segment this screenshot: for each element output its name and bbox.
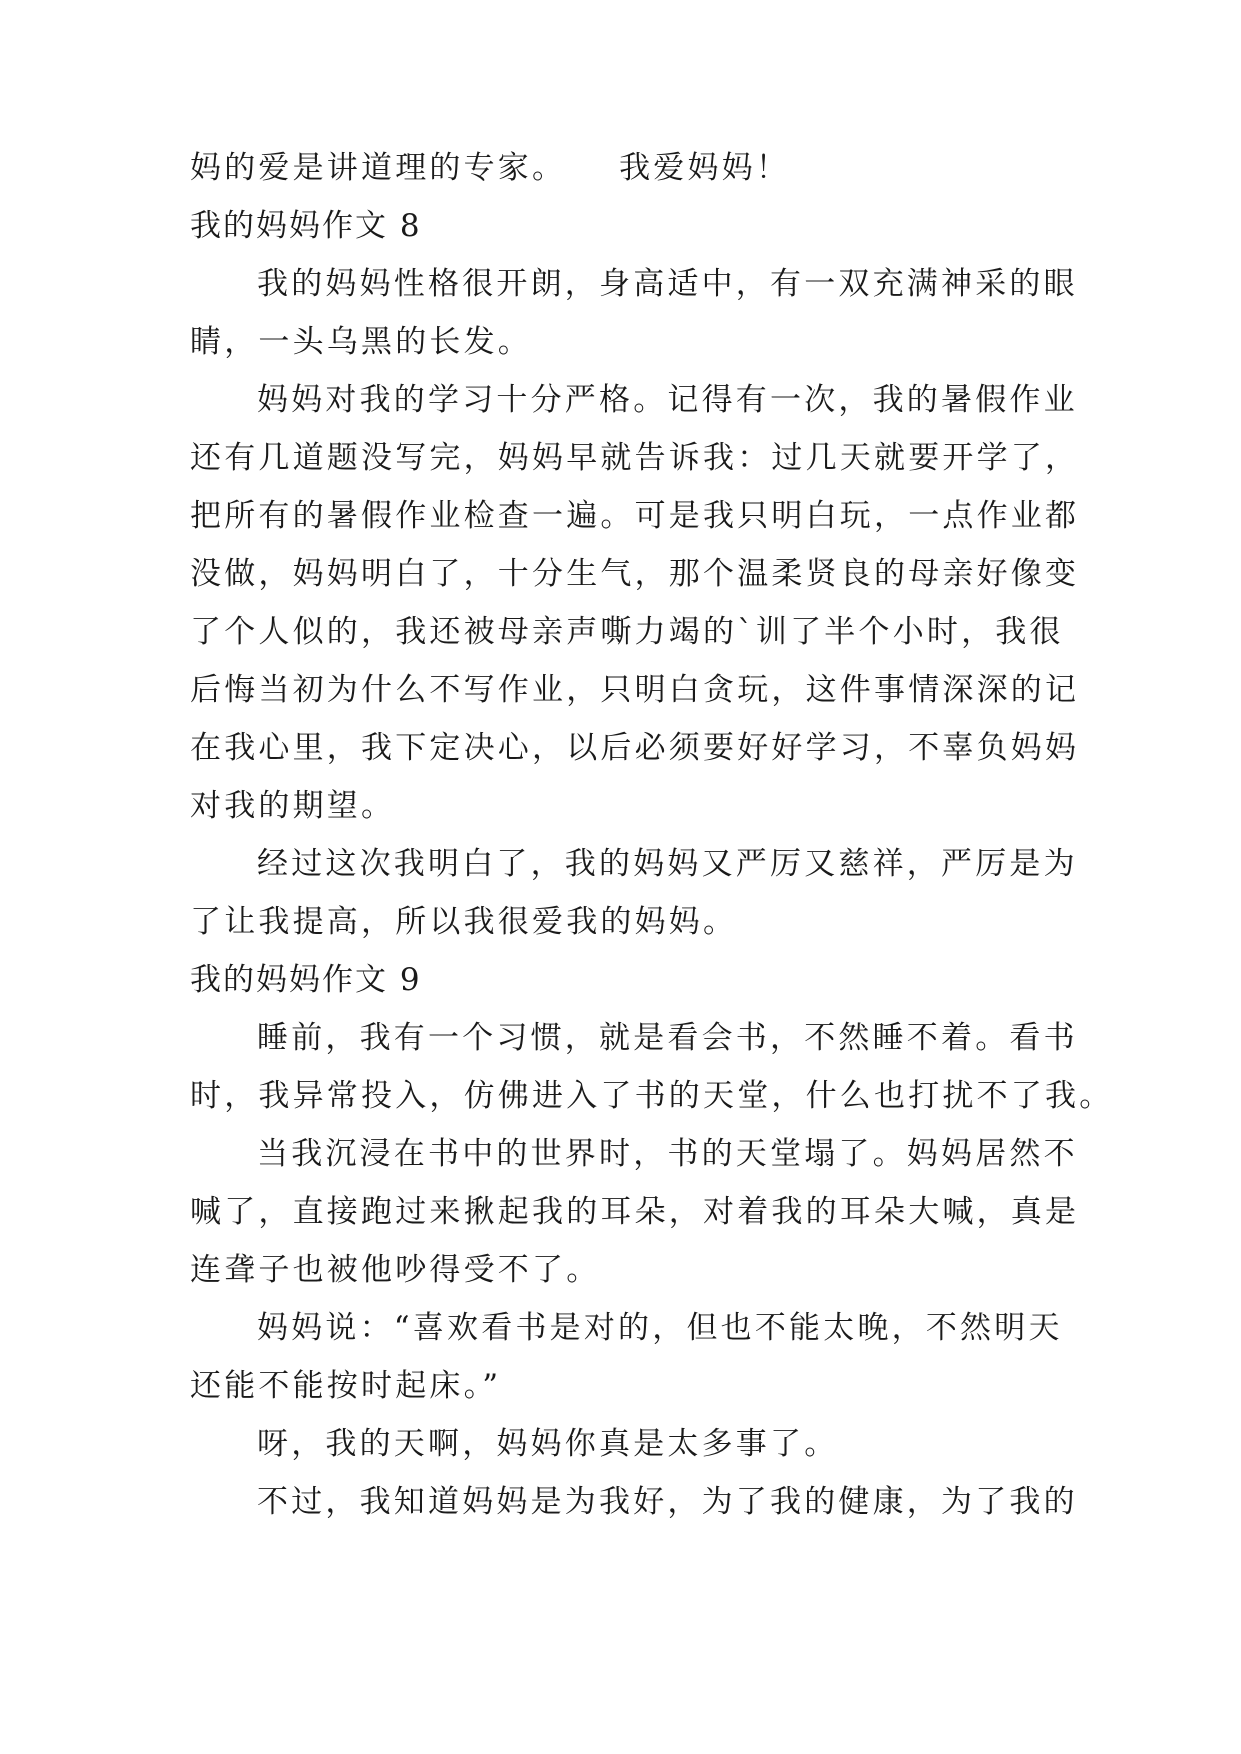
paragraph-line: 我的妈妈性格很开朗，身高适中，有一双充满神采的眼 [257, 266, 1078, 302]
paragraph-line: 喊了，直接跑过来揪起我的耳朵，对着我的耳朵大喊，真是 [190, 1194, 1080, 1230]
paragraph-line: 不过，我知道妈妈是为我好，为了我的健康，为了我的 [257, 1484, 1078, 1520]
paragraph-line: 后悔当初为什么不写作业，只明白贪玩，这件事情深深的记 [190, 672, 1080, 708]
paragraph-line: 对我的期望。 [190, 788, 396, 824]
paragraph-line: 时，我异常投入，仿佛进入了书的天堂，什么也打扰不了我。 [190, 1078, 1114, 1114]
text-line: 妈的爱是讲道理的专家。 我爱妈妈！ [190, 150, 791, 186]
paragraph-line: 了个人似的，我还被母亲声嘶力竭的`训了半个小时，我很 [190, 614, 1064, 650]
paragraph-line: 了让我提高，所以我很爱我的妈妈。 [190, 904, 738, 940]
paragraph-line: 当我沉浸在书中的世界时，书的天堂塌了。妈妈居然不 [257, 1136, 1078, 1172]
paragraph-line: 睡前，我有一个习惯，就是看会书，不然睡不着。看书 [257, 1020, 1078, 1056]
paragraph-line: 妈妈说：“喜欢看书是对的，但也不能太晚，不然明天 [257, 1310, 1063, 1346]
paragraph-line: 连聋子也被他吵得受不了。 [190, 1252, 601, 1288]
paragraph-line: 在我心里，我下定决心，以后必须要好好学习，不辜负妈妈 [190, 730, 1080, 766]
section-heading: 我的妈妈作文 9 [190, 962, 422, 998]
paragraph-line: 把所有的暑假作业检查一遍。可是我只明白玩，一点作业都 [190, 498, 1080, 534]
paragraph-line: 睛，一头乌黑的长发。 [190, 324, 532, 360]
section-heading: 我的妈妈作文 8 [190, 208, 422, 244]
paragraph-line: 经过这次我明白了，我的妈妈又严厉又慈祥，严厉是为 [257, 846, 1078, 882]
paragraph-line: 妈妈对我的学习十分严格。记得有一次，我的暑假作业 [257, 382, 1078, 418]
paragraph-line: 还能不能按时起床。” [190, 1368, 502, 1404]
paragraph-line: 呀，我的天啊，妈妈你真是太多事了。 [257, 1426, 839, 1462]
paragraph-line: 没做，妈妈明白了，十分生气，那个温柔贤良的母亲好像变 [190, 556, 1080, 592]
paragraph-line: 还有几道题没写完，妈妈早就告诉我：过几天就要开学了， [190, 440, 1080, 476]
